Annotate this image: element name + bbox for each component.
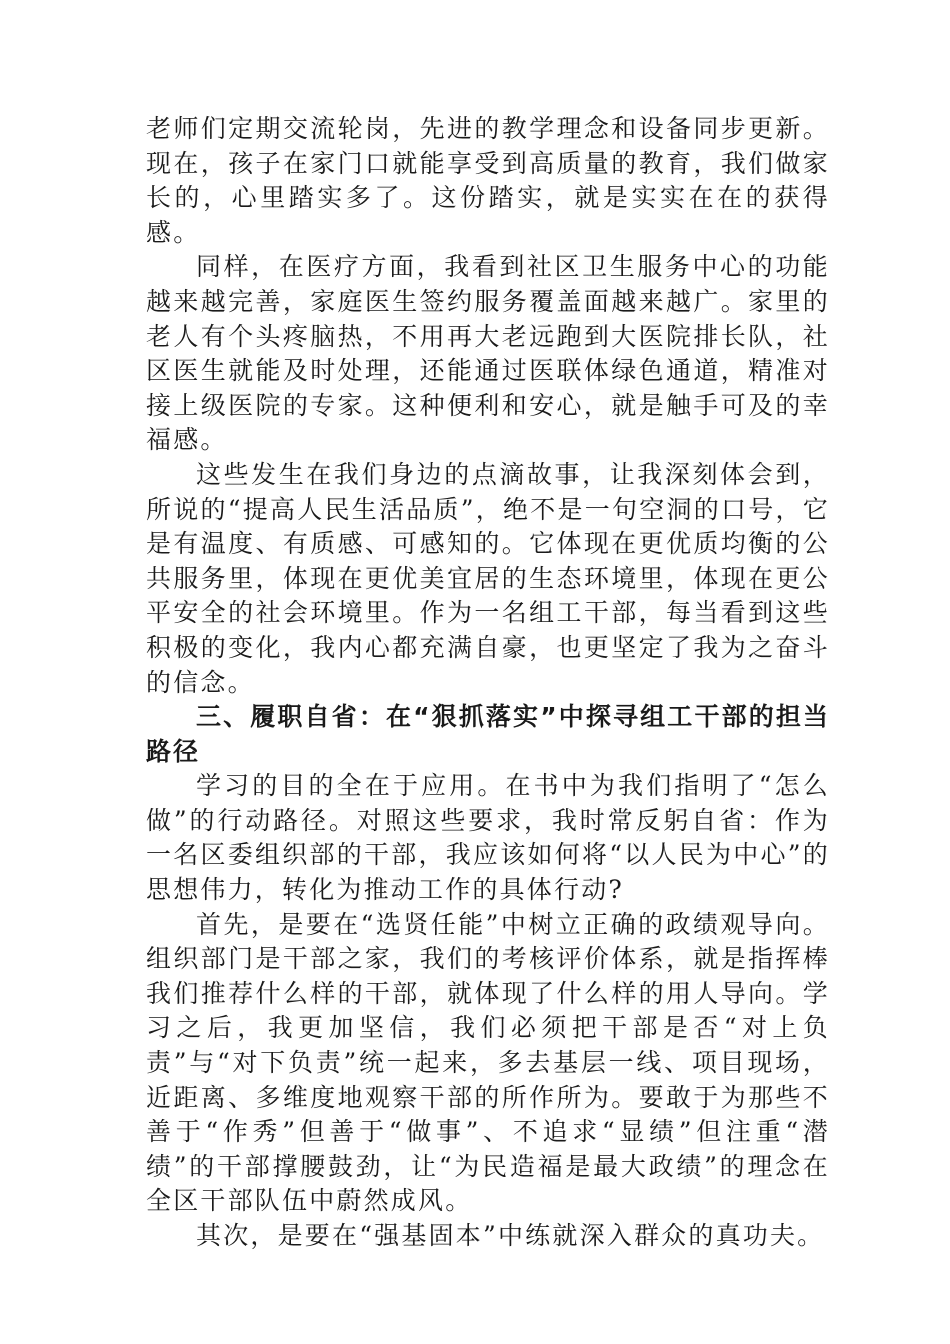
document-page (146, 112, 830, 1254)
paragraph-healthcare: 同样，在医疗方面，我看到社区卫生服务中心的功能越来越完善，家庭医生签约服务覆盖面越来越广。家里的老人有个头疼脑热，不用再大老远跑到大医院排长队，社区医生就能及时处理，还能通过医联体绿色通道，精准对接上级医院的专家。这种便利和安心，就是触手可及的幸福感。 (146, 252, 830, 455)
paragraph-learning-application: 学习的目的全在于应用。在书中为我们指明了“怎么做”的行动路径。对照这些要求，我时常反躬自省：作为一名区委组织部的干部，我应该如何将“以人民为中心”的思想伟力，转化为推动工作的具体行动? (146, 771, 830, 905)
paragraph-second-point: 其次，是要在“强基固本”中练就深入群众的真功夫。 (196, 1221, 825, 1250)
section-heading-three: 三、履职自省：在“狠抓落实”中探寻组工干部的担当路径 (146, 702, 830, 766)
paragraph-education-continuation: 老师们定期交流轮岗，先进的教学理念和设备同步更新。现在，孩子在家门口就能享受到高质量的教育，我们做家长的，心里踏实多了。这份踏实，就是实实在在的获得感。 (146, 114, 830, 247)
paragraph-life-quality: 这些发生在我们身边的点滴故事，让我深刻体会到，所说的“提高人民生活品质”，绝不是一句空洞的口号，它是有温度、有质感、可感知的。它体现在更优质均衡的公共服务里，体现在更优美宜居的生态环境里，体现在更公平安全的社会环境里。作为一名组工干部，每当看到这些积极的变化，我内心都充满自豪，也更坚定了我为之奋斗的信念。 (146, 459, 830, 697)
paragraph-first-point: 首先，是要在“选贤任能”中树立正确的政绩观导向。组织部门是干部之家，我们的考核评价体系，就是指挥棒我们推荐什么样的干部，就体现了什么样的用人导向。学习之后，我更加坚信，我们必须把干部是否“对上负责”与“对下负责”统一起来，多去基层一线、项目现场，近距离、多维度地观察干部的所作所为。要敢于为那些不善于“作秀”但善于“做事”、不追求“显绩”但注重“潜绩”的干部撑腰鼓劲，让“为民造福是最大政绩”的理念在全区干部队伍中蔚然成风。 (146, 909, 830, 1216)
